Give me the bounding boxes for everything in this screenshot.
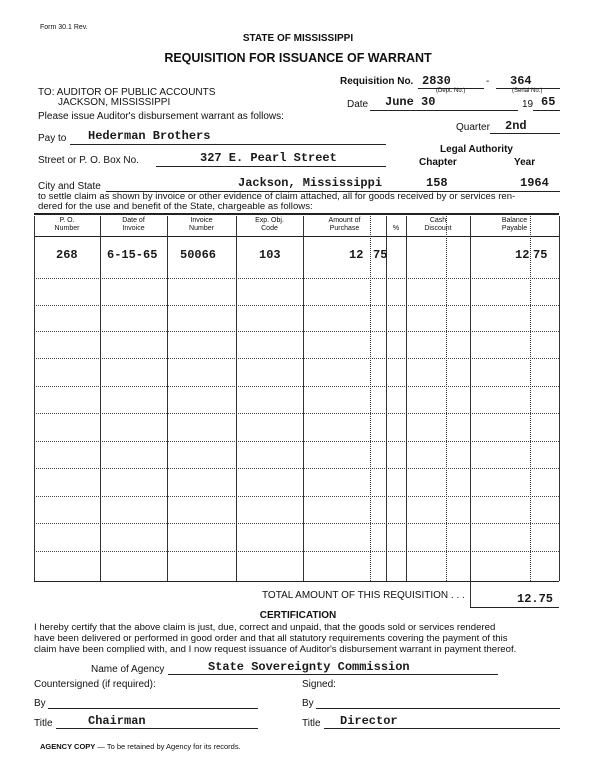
year-value: 65 <box>541 95 556 109</box>
chapter-label: Chapter <box>419 157 457 168</box>
row-balance-whole: 12 <box>515 248 530 262</box>
quarter-value: 2nd <box>505 119 527 133</box>
pay-to-label: Pay to <box>38 133 67 144</box>
serial-caption: (Serial No.) <box>512 88 543 94</box>
row-amount-whole: 12 <box>349 248 364 262</box>
year-prefix: 19 <box>522 99 534 110</box>
col-balance: Balance Payable <box>501 217 528 232</box>
row-code: 103 <box>259 248 281 262</box>
col-percent: % <box>392 225 400 232</box>
signed-label: Signed: <box>302 679 336 690</box>
col-exp-code: Exp. Obj. Code <box>255 217 284 232</box>
agency-value: State Sovereignty Commission <box>208 660 410 674</box>
settle-text-2: dered for the use and benefit of the State, chargeable as follows: <box>38 201 313 212</box>
title-right-value: Director <box>340 714 398 728</box>
by-label-right: By <box>302 698 314 709</box>
to-line-1: TO: AUDITOR OF PUBLIC ACCOUNTS <box>38 87 216 98</box>
city-label: City and State <box>38 181 101 192</box>
title-left-value: Chairman <box>88 714 146 728</box>
cert-line-2: have been delivered or performed in good order and that all statutory requirements covering the payment of this <box>34 633 508 644</box>
col-amount: Amount of Purchase <box>328 217 361 232</box>
row-po: 268 <box>56 248 78 262</box>
title-label-right: Title <box>302 718 321 729</box>
quarter-label: Quarter <box>456 122 490 133</box>
col-date: Date of Invoice <box>122 217 145 232</box>
title-label-left: Title <box>34 718 53 729</box>
row-balance-cents: 75 <box>533 248 548 262</box>
pay-to-value: Hederman Brothers <box>88 129 211 143</box>
street-label: Street or P. O. Box No. <box>38 155 139 166</box>
col-cash-discount: Cash Discount <box>424 217 452 232</box>
row-invoice: 50066 <box>180 248 217 262</box>
legal-authority-heading: Legal Authority <box>440 144 513 155</box>
authority-year-value: 1964 <box>520 176 549 190</box>
dept-number: 2830 <box>422 74 451 88</box>
certification-heading: CERTIFICATION <box>259 610 337 621</box>
col-invoice: Invoice Number <box>189 217 214 232</box>
settle-text-1: to settle claim as shown by invoice or other evidence of claim attached, all for goods received by or services ren- <box>38 191 516 202</box>
state-heading: STATE OF MISSISSIPPI <box>242 33 354 44</box>
street-value: 327 E. Pearl Street <box>200 151 337 165</box>
countersigned-label: Countersigned (if required): <box>34 679 156 690</box>
row-amount-cents: 75 <box>373 248 388 262</box>
form-id: Form 30.1 Rev. <box>40 24 88 31</box>
city-value: Jackson, Mississippi <box>238 176 383 190</box>
to-line-2: JACKSON, MISSISSIPPI <box>58 97 171 108</box>
please-issue: Please issue Auditor's disbursement warrant as follows: <box>38 111 284 122</box>
agency-label: Name of Agency <box>91 664 165 675</box>
cert-line-1: I hereby certify that the above claim is just, due, correct and unpaid, that the goods sold or services rendered <box>34 622 496 633</box>
year-label: Year <box>514 157 536 168</box>
requisition-label: Requisition No. <box>340 76 414 87</box>
cert-line-3: claim have been complied with, and I now request issuance of Auditor's disbursement warrant in payment thereof. <box>34 644 517 655</box>
col-po: P. O. Number <box>54 217 80 232</box>
serial-number: 364 <box>510 74 532 88</box>
date-value: June 30 <box>385 95 436 109</box>
date-label: Date <box>347 99 369 110</box>
chapter-value: 158 <box>426 176 448 190</box>
total-value: 12.75 <box>517 592 554 606</box>
row-date: 6-15-65 <box>107 248 158 262</box>
footer: AGENCY COPY — To be retained by Agency for its records. <box>40 742 241 751</box>
total-label: TOTAL AMOUNT OF THIS REQUISITION . . . <box>262 590 465 601</box>
by-label-left: By <box>34 698 46 709</box>
dept-caption: (Dept. No.) <box>436 88 466 94</box>
dash: - <box>486 76 490 87</box>
form-title: REQUISITION FOR ISSUANCE OF WARRANT <box>164 51 432 65</box>
